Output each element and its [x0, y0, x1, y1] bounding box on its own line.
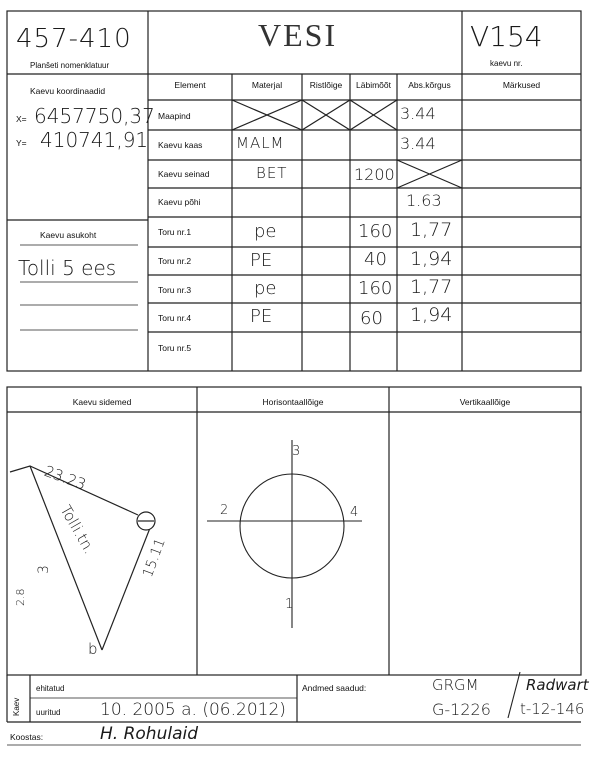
pipe-2-label: 2 — [220, 503, 229, 518]
uuritud-value: 10. 2005 a. (06.2012) — [100, 700, 286, 720]
row-material: PE — [250, 250, 273, 271]
row-height: 1.63 — [406, 191, 442, 210]
location-label: Kaevu asukoht — [40, 230, 97, 240]
sheet-label: Planšeti nomenklatuur — [30, 61, 110, 70]
sketch-mark-b: b — [88, 640, 98, 658]
row-element: Toru nr.5 — [158, 343, 192, 353]
andmed-label: Andmed saadud: — [302, 683, 367, 693]
row-height: 1,94 — [410, 248, 453, 270]
kaev-label: Kaev — [12, 697, 21, 716]
header-section: Ristlõige — [309, 80, 343, 90]
sidemed-label: Kaevu sidemed — [72, 397, 132, 407]
andmed-value-4: t-12-146 — [520, 700, 585, 718]
well-number: V154 — [470, 20, 543, 53]
row-element: Maapind — [158, 111, 191, 121]
uuritud-label: uuritud — [36, 708, 61, 717]
y-coord-label: Y= — [16, 138, 27, 148]
vertical-label: Vertikaallõige — [459, 397, 511, 407]
horizontal-label: Horisontaallõige — [262, 397, 324, 407]
location-sketch — [10, 466, 155, 650]
row-diameter: 60 — [360, 308, 383, 329]
andmed-value-2: G-1226 — [432, 700, 491, 719]
sketch-mark-3: 3 — [36, 565, 52, 574]
y-coord-value: 410741,91 — [40, 128, 149, 152]
header-material: Materjal — [251, 80, 283, 90]
sheet-number: 457-410 — [16, 24, 132, 54]
row-material: MALM — [236, 134, 285, 152]
row-element: Kaevu kaas — [158, 140, 203, 150]
row-height: 3.44 — [400, 134, 436, 153]
row-height: 3.44 — [400, 104, 436, 123]
koostas-label: Koostas: — [10, 732, 44, 742]
pipe-4-label: 4 — [350, 505, 359, 520]
dim-left: 2.8 — [14, 588, 27, 606]
header-height: Abs.kõrgus — [408, 80, 451, 90]
row-material: pe — [254, 221, 277, 242]
coords-label: Kaevu koordinaadid — [30, 86, 106, 96]
row-material: PE — [250, 306, 273, 327]
location-value: Tolli 5 ees — [18, 256, 117, 280]
row-material: BET — [256, 164, 288, 182]
row-element: Toru nr.2 — [158, 256, 192, 266]
row-element: Toru nr.3 — [158, 285, 192, 295]
well-number-label: kaevu nr. — [490, 59, 523, 68]
pipe-1-label: 1 — [285, 597, 294, 612]
row-height: 1,77 — [410, 276, 453, 298]
form-title: VESI — [258, 17, 338, 53]
pipe-3-label: 3 — [292, 444, 301, 459]
row-element: Kaevu seinad — [158, 169, 210, 179]
header-diameter: Läbimõõt — [356, 80, 391, 90]
ehitatud-label: ehitatud — [36, 684, 65, 693]
dim-top: 23.23 — [41, 462, 89, 494]
row-element: Kaevu põhi — [158, 197, 201, 207]
koostas-value: H. Rohulaid — [100, 724, 199, 744]
row-element: Toru nr.1 — [158, 227, 192, 237]
row-height: 1,94 — [410, 304, 453, 326]
x-coord-label: X= — [16, 114, 27, 124]
row-diameter: 160 — [358, 221, 393, 242]
street-label: Tolli.tn. — [56, 502, 99, 558]
row-height: 1,77 — [410, 219, 453, 241]
row-diameter: 1200 — [354, 165, 395, 184]
x-coord-value: 6457750,37 — [34, 104, 155, 128]
row-element: Toru nr.4 — [158, 313, 192, 323]
dim-right: 15.11 — [140, 536, 169, 580]
row-diameter: 40 — [364, 249, 387, 270]
andmed-value-3: Radwart — [526, 676, 589, 694]
row-material: pe — [254, 278, 277, 299]
andmed-value-1: GRGM — [432, 676, 479, 694]
header-notes: Märkused — [502, 80, 541, 90]
row-diameter: 160 — [358, 278, 393, 299]
header-element: Element — [174, 80, 206, 90]
